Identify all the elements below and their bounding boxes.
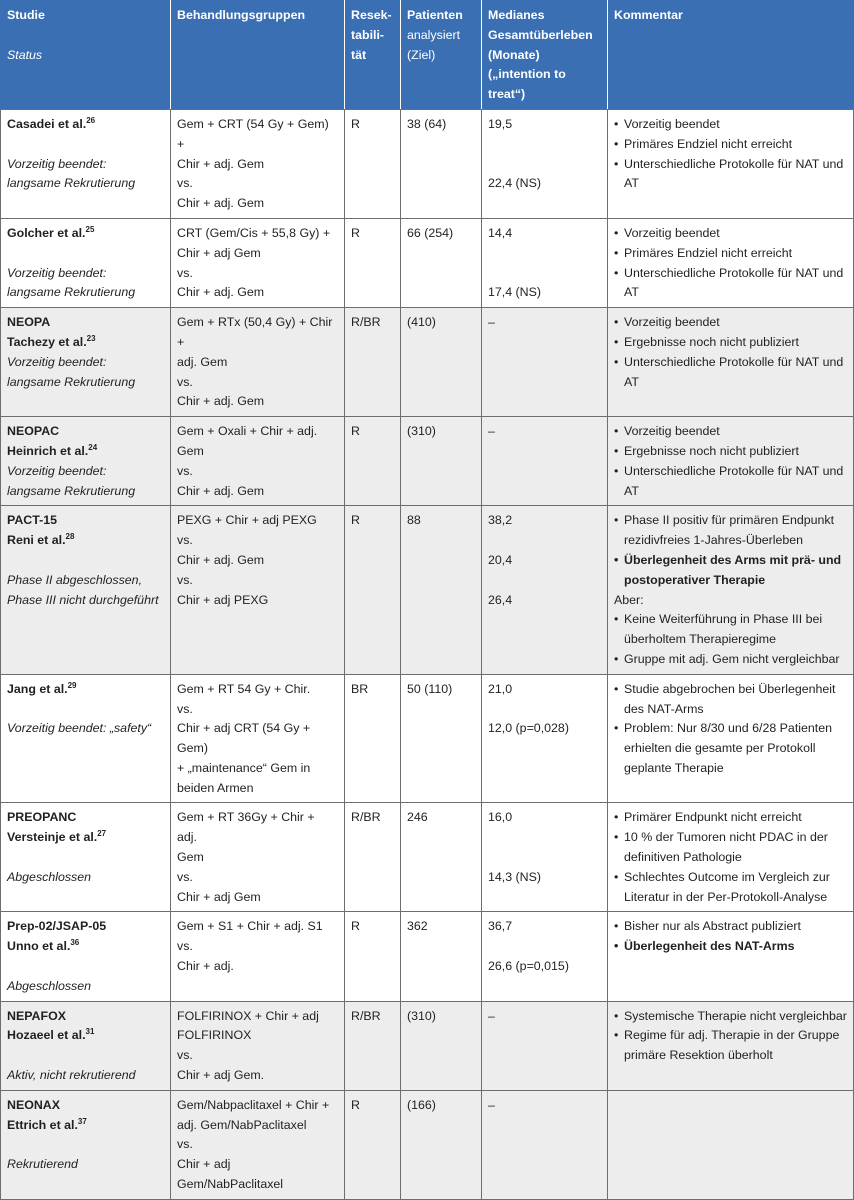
study-author: Jang et al.$^{29}$ [7,680,77,696]
group-line: Gem + S1 + Chir + adj. S1 [177,919,323,934]
survival-cell [482,417,608,506]
study-author: Reni et al.$^{28}$ [7,532,75,548]
group-line: CRT (Gem/Cis + 55,8 Gy) + [177,225,331,240]
header-resek-line-1: Resek- [351,8,392,22]
survival-value: 16,0 [488,810,513,825]
survival-cell [482,109,608,218]
study-ref: 23 [86,333,96,343]
study-ref: 29 [67,680,77,690]
header-resek-line-3: tät [351,47,367,62]
comment-cell [608,674,854,803]
study-name: PACT-15 [7,513,58,528]
resectability-cell: R [345,417,401,506]
survival-cell [482,218,608,307]
study-cell [1,218,171,307]
group-line: vs. [177,374,193,389]
header-ueberleben-line-4: („intention to [488,67,566,82]
group-line: Chir + adj Gem [177,889,261,904]
group-line: Gem + Oxali + Chir + adj. Gem [177,424,318,458]
group-line: + „maintenance“ Gem in [177,760,311,775]
survival-value: 21,0 [488,681,513,696]
group-line: Chir + adj. Gem [177,483,265,498]
study-cell [1,417,171,506]
study-status-line: Vorzeitig beendet: [7,156,107,171]
patients-cell: 38 (64) [401,109,482,218]
study-ref: 37 [77,1116,87,1126]
comment-aber: Aber: [614,592,644,607]
comment-item: • Überlegenheit des NAT-Arms [614,937,847,957]
table-header [1,1,854,110]
comment-cell [608,218,854,307]
table-row [1,218,854,307]
group-line: vs. [177,869,193,884]
resectability-cell: BR [345,674,401,803]
survival-cell [482,912,608,1001]
study-name: PREOPANC [7,810,77,825]
table-row [1,912,854,1001]
comment-item: • Primärer Endpunkt nicht erreicht [614,808,847,828]
comment-item: • Vorzeitig beendet [614,313,847,333]
header-studie-label: Studie [7,8,45,22]
study-cell [1,912,171,1001]
comment-item: • Primäres Endziel nicht erreicht [614,135,847,155]
study-ref: 36 [70,938,80,948]
group-line: adj. Gem [177,354,228,369]
resectability-cell: R [345,218,401,307]
survival-cell [482,674,608,803]
group-line: Chir + adj Gem [177,245,261,260]
group-line: vs. [177,572,193,587]
study-ref: 24 [88,442,98,452]
group-line: vs. [177,701,193,716]
group-line: adj. Gem/NabPaclitaxel [177,1117,307,1132]
comment-cell [608,803,854,912]
table-row [1,1001,854,1090]
survival-value: 12,0 (p=0,028) [488,721,569,736]
header-resektabilitaet [345,1,401,110]
survival-value: 20,4 [488,552,513,567]
study-status-line: Phase II abgeschlossen, [7,572,143,587]
header-ueberleben-line-2: Gesamtüberleben [488,27,593,42]
study-cell [1,308,171,417]
table-row [1,506,854,674]
survival-cell [482,1090,608,1199]
group-line: Gem + CRT (54 Gy + Gem) + [177,116,329,151]
group-line: Chir + adj CRT (54 Gy + Gem) [177,721,311,756]
groups-cell [171,109,345,218]
comment-item: • Keine Weiterführung in Phase III bei überholtem Therapieregime [614,610,847,650]
groups-cell [171,912,345,1001]
study-author: Hozaeel et al.$^{31}$ [7,1027,95,1043]
group-line: vs. [177,265,193,280]
comment-item: • Unterschiedliche Protokolle für NAT und AT [614,353,847,393]
group-line: Gem + RT 36Gy + Chir + adj. [177,810,315,845]
survival-value: – [488,424,495,439]
table-row [1,109,854,218]
study-status-line: langsame Rekrutierung [7,483,136,498]
study-cell [1,506,171,674]
study-author: Ettrich et al.$^{37}$ [7,1116,87,1132]
comment-item: • Systemische Therapie nicht vergleichbar [614,1007,847,1027]
comment-item: • Schlechtes Outcome im Vergleich zur Literatur in der Per-Protokoll-Analyse [614,868,847,908]
study-name: NEOPAC [7,424,60,439]
patients-cell: (310) [401,1001,482,1090]
study-cell [1,109,171,218]
comment-item: • Vorzeitig beendet [614,115,847,135]
groups-cell [171,218,345,307]
header-ueberleben-line-1: Medianes [488,8,545,22]
group-line: FOLFIRINOX [177,1028,252,1043]
header-status-label: Status [7,47,43,62]
comment-item: • Unterschiedliche Protokolle für NAT und AT [614,264,847,304]
groups-cell [171,417,345,506]
group-line: Chir + adj PEXG [177,592,269,607]
comment-item: • Ergebnisse noch nicht publiziert [614,333,847,353]
survival-value: 17,4 (NS) [488,285,542,300]
survival-value: 26,6 (p=0,015) [488,959,569,974]
survival-value: 14,4 [488,225,513,240]
comment-item: • Regime für adj. Therapie in der Gruppe primäre Resektion überholt [614,1026,847,1066]
comment-cell [608,308,854,417]
comment-item: • 10 % der Tumoren nicht PDAC in der definitiven Pathologie [614,828,847,868]
study-cell [1,1090,171,1199]
groups-cell [171,1090,345,1199]
survival-cell [482,308,608,417]
survival-cell [482,1001,608,1090]
study-author: Golcher et al.$^{25}$ [7,224,95,240]
study-status-line: Phase III nicht durchgeführt [7,592,159,607]
resectability-cell: R [345,912,401,1001]
table-row [1,308,854,417]
header-ueberleben-line-5: treat“) [488,87,526,102]
table-row [1,803,854,912]
study-status-line: Rekrutierend [7,1157,78,1172]
group-line: vs. [177,939,193,954]
survival-value: 19,5 [488,116,513,131]
study-author: Unno et al.$^{36}$ [7,938,80,954]
survival-value: 26,4 [488,592,513,607]
study-status-line: langsame Rekrutierung [7,176,136,191]
group-line: Chir + adj. Gem [177,196,265,211]
study-status-line: Abgeschlossen [7,869,92,884]
comment-cell [608,912,854,1001]
header-patienten-line-2: analysiert [407,27,461,42]
comment-item: • Unterschiedliche Protokolle für NAT und AT [614,462,847,502]
survival-value: 36,7 [488,919,513,934]
group-line: FOLFIRINOX + Chir + adj [177,1008,319,1023]
group-line: Gem + RTx (50,4 Gy) + Chir + [177,315,333,349]
study-status-line: Vorzeitig beendet: [7,354,107,369]
study-name: NEPAFOX [7,1008,66,1023]
study-name: NEOPA [7,315,51,330]
header-gruppen: Behandlungsgruppen [171,1,345,110]
header-ueberleben [482,1,608,110]
table-row [1,1090,854,1199]
comment-item: • Unterschiedliche Protokolle für NAT und AT [614,155,847,195]
patients-cell: 66 (254) [401,218,482,307]
patients-cell: 88 [401,506,482,674]
comment-item: • Problem: Nur 8/30 und 6/28 Patienten erhielten die gesamte per Protokoll geplante Therapie [614,719,847,778]
study-status-line: Vorzeitig beendet: [7,265,107,280]
patients-cell: (410) [401,308,482,417]
study-status-line: Vorzeitig beendet: „safety“ [7,721,152,736]
survival-value: 38,2 [488,513,513,528]
group-line: Chir + adj. Gem [177,285,265,300]
group-line: PEXG + Chir + adj PEXG [177,513,317,528]
group-line: vs. [177,533,193,548]
group-line: Chir + adj Gem. [177,1068,265,1083]
resectability-cell: R [345,109,401,218]
study-author: Tachezy et al.$^{23}$ [7,333,96,349]
study-status-line: Vorzeitig beendet: [7,463,107,478]
group-line: Chir + adj. Gem [177,552,265,567]
study-author: Heinrich et al.$^{24}$ [7,442,98,458]
study-status-line: Abgeschlossen [7,978,92,993]
comment-cell [608,109,854,218]
study-author: Casadei et al.$^{26}$ [7,115,96,131]
header-resek-line-2: tabili- [351,27,385,42]
resectability-cell: R/BR [345,803,401,912]
comment-item: • Gruppe mit adj. Gem nicht vergleichbar [614,650,847,670]
groups-cell [171,1001,345,1090]
header-patienten [401,1,482,110]
comment-item: • Vorzeitig beendet [614,422,847,442]
resectability-cell: R [345,506,401,674]
survival-value: – [488,1097,495,1112]
study-name: NEONAX [7,1097,61,1112]
group-line: vs. [177,176,193,191]
group-line: Gem [177,850,204,865]
group-line: beiden Armen [177,780,254,795]
comment-item: • Primäres Endziel nicht erreicht [614,244,847,264]
study-status-line: Aktiv, nicht rekrutierend [7,1068,136,1083]
patients-cell: 246 [401,803,482,912]
survival-value: – [488,1008,495,1023]
resectability-cell: R/BR [345,1001,401,1090]
study-name: Prep-02/JSAP-05 [7,919,107,934]
comment-item: • Überlegenheit des Arms mit prä- und postoperativer Therapie [614,551,847,591]
group-line: Chir + adj. Gem [177,394,265,409]
study-author: Versteinje et al.$^{27}$ [7,829,107,845]
study-cell [1,674,171,803]
group-line: Gem/Nabpaclitaxel + Chir + [177,1097,330,1112]
comment-item: • Phase II positiv für primären Endpunkt rezidivfreies 1-Jahres-Überleben [614,511,847,551]
table-row [1,417,854,506]
group-line: vs. [177,463,193,478]
groups-cell [171,674,345,803]
header-kommentar: Kommentar [608,1,854,110]
group-line: vs. [177,1048,193,1063]
header-patienten-line-1: Patienten [407,8,463,22]
comment-item: • Ergebnisse noch nicht publiziert [614,442,847,462]
patients-cell: 50 (110) [401,674,482,803]
study-ref: 25 [85,224,95,234]
group-line: Gem + RT 54 Gy + Chir. [177,681,311,696]
comment-cell [608,506,854,674]
table-row [1,674,854,803]
survival-cell [482,506,608,674]
comment-item: • Studie abgebrochen bei Überlegenheit des NAT-Arms [614,680,847,720]
study-cell [1,1001,171,1090]
study-ref: 27 [97,829,107,839]
resectability-cell: R/BR [345,308,401,417]
header-ueberleben-line-3: (Monate) [488,47,540,62]
study-ref: 28 [65,532,75,542]
survival-value: 14,3 (NS) [488,869,542,884]
comment-item: • Bisher nur als Abstract publiziert [614,917,847,937]
study-status-line: langsame Rekrutierung [7,285,136,300]
groups-cell [171,803,345,912]
study-status-line: langsame Rekrutierung [7,374,136,389]
comment-cell [608,417,854,506]
comment-cell [608,1090,854,1199]
patients-cell: 362 [401,912,482,1001]
group-line: vs. [177,1137,193,1152]
survival-value: 22,4 (NS) [488,176,542,191]
patients-cell: (310) [401,417,482,506]
comment-item: • Vorzeitig beendet [614,224,847,244]
groups-cell [171,506,345,674]
table-body [1,109,854,1199]
group-line: Chir + adj. Gem [177,156,265,171]
resectability-cell: R [345,1090,401,1199]
group-line: Chir + adj. [177,959,234,974]
groups-cell [171,308,345,417]
patients-cell: (166) [401,1090,482,1199]
header-patienten-line-3: (Ziel) [407,47,436,62]
study-ref: 26 [86,115,96,125]
header-studie [1,1,171,110]
study-cell [1,803,171,912]
survival-value: – [488,315,495,330]
comment-cell [608,1001,854,1090]
study-ref: 31 [85,1027,95,1037]
group-line: Chir + adj Gem/NabPaclitaxel [177,1157,284,1192]
survival-cell [482,803,608,912]
